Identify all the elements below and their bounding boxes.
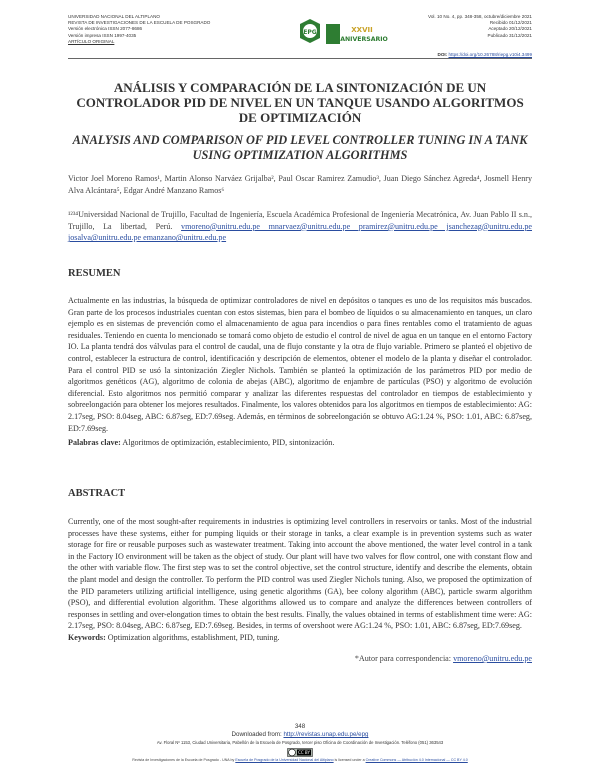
publication-dates: [400, 14, 532, 39]
published-date: Publicado 31/12/2021: [487, 32, 532, 38]
anniversary-logo: [326, 22, 388, 48]
license-line: [10, 758, 590, 762]
cc-license-icon[interactable]: [287, 748, 313, 757]
keywords-label: Keywords:: [68, 633, 106, 642]
page-number: 348: [294, 723, 306, 730]
article-type: ARTÍCULO ORIGINAL: [68, 38, 115, 44]
cc-license-label: CC BY: [298, 750, 310, 755]
abstract-keywords: [68, 632, 532, 644]
header-divider: [68, 58, 532, 59]
license-owner-link[interactable]: Escuela de Posgrado de la Universidad Nacional del Altiplano: [235, 758, 334, 762]
epg-logo-text: EPG: [303, 29, 317, 36]
license-cc-link[interactable]: Creative Commons — Atribución 4.0 Internacional — CC BY 4.0: [365, 758, 468, 762]
anniversary-logo-number: XXVII: [351, 26, 373, 34]
title-spanish: ANÁLISIS Y COMPARACIÓN DE LA SINTONIZACIÓN DE UN CONTROLADOR PID DE NIVEL EN UN TANQUE USANDO ALGORITMOS DE OPTIMIZACIÓN: [76, 80, 524, 126]
resumen-keywords: [68, 437, 532, 449]
affiliation-text: ¹²³⁴Universidad Nacional de Trujillo, Facultad de Ingeniería, Escuela Académica Profesional de Ingeniería Mecatrónica, Av. Juan Pablo II s.n., Trujillo, La libertad, Perú.: [68, 210, 532, 231]
download-label: Downloaded from:: [231, 731, 282, 738]
journal-info: [68, 14, 268, 45]
keywords-text: Algoritmos de optimización, establecimiento, PID, sintonización.: [122, 438, 335, 447]
resumen-heading: RESUMEN: [68, 268, 121, 279]
affiliation: [68, 209, 532, 244]
correspondence-label: *Autor para correspondencia:: [354, 654, 452, 663]
license-prefix: Revista de Investigaciones de la Escuela de Posgrado - UNA by: [132, 758, 235, 762]
accepted-date: Aceptado 20/12/2021: [488, 26, 532, 32]
title-english: ANALYSIS AND COMPARISON OF PID LEVEL CONTROLLER TUNING IN A TANK USING OPTIMIZATION ALGORITHMS: [72, 133, 528, 162]
postal-address: Av. Floral Nº 1153, Ciudad Universitaria, Pabellón de la Escuela de Posgrado, tercer piso Oficina de Coordinación de Investigación. Teléfono (051) 363543: [156, 740, 444, 745]
download-line: [68, 731, 532, 738]
abstract-body: Currently, one of the most sought-after requirements in industries is optimizing level controllers in reservoirs or tanks. Most of the industrial processes have these systems, either for pumping liquids or their storage in tanks, a clear example is in prevention systems such as water storage for fire or reusable purposes such as wastewater treatment. Taking into account the above mentioned, the water level control in a tank in the Factory IO environment will be taken as the object of study. Our plant will have two valves for flow control, one with constant flow and the other with variable flow. The first step was to set the control objective, set the control structure, identify and describe the elements, obtain the plant model and design the controller. To perform the PID control was used Ziegler Nichols tuning. Also, we proposed the optimization of the PID parameters utilizing artificial intelligence, using genetic algorithms (GA), bee colony algorithm (ABC), particle swarm algorithm (PSO), and differential evolution algorithm. These algorithms allowed us to compare and analyze the differences between controllers of responses in settling and over-elongation times to obtain the best results. Finally, the values obtained in terms of establishment time were: AG: 2.17seg, PSO: 8.04seg, ABC: 6.87seg, ED:7.69seg. Besides, in terms of overshoot were AG:1.24 %, PSO: 1.01, ABC: 6.87seg, ED:7.69seg.: [68, 517, 532, 631]
author-emails[interactable]: vmoreno@unitru.edu.pe mnarvaez@unitru.edu.pe pramirez@unitru.edu.pe jsanchezag@unitru.edu.pe josalva@unitru.edu.pe emanzano@unitru.edu.pe: [68, 221, 532, 243]
abstract-heading: ABSTRACT: [68, 488, 126, 499]
received-date: Recibido 01/12/2021: [489, 20, 532, 26]
keywords-text: Optimization algorithms, establishment, PID, tuning.: [107, 633, 280, 642]
anniversary-logo-word: ANIVERSARIO: [340, 36, 388, 43]
doi-link[interactable]: https://doi.org/10.26788/riepg.v10i4.3499: [448, 52, 532, 57]
journal-info-line: Versión impresa ISSN 1997-4035: [68, 32, 137, 38]
resumen-body: Actualmente en las industrias, la búsqueda de optimizar controladores de nivel en depósitos o tanques es uno de los requisitos más buscados. Gran parte de los procesos industriales cuentan con estos sistemas, bien para el bombeo de líquidos o su almacenamiento en tanques, un claro ejemplo es en sistemas de prevención como el almacenamiento de agua para incendios o para fines rentables como el tratamiento de aguas residuales. Teniendo en cuenta lo mencionado se tomará como objeto de estudio el control de nivel de agua en un tanque en el entorno Factory IO. La planta tendrá dos válvulas para el control de caudal, una de flujo constante y la otra de flujo variable. Primero se planteó el objetivo de control, establecer la estructura de control, identificación y descripción de elementos, obtener el modelo de la planta y diseñar el controlador. Para el control PID se usó la sintonización Ziegler Nichols. También se planteó la optimización de los parámetros PID por medio de algoritmos genéticos (AG), algoritmo de colonia de abejas (ABC), algoritmo de enjambre de partículas (PSO) y algoritmo de evolución diferencial. Esto algoritmos nos permitió comparar y analizar las diferentes respuestas del controlador en tiempos de establecimiento y sobreelongación para obtener los mejores resultados. Finalmente, los valores obtenidos para los algoritmos en tiempos de establecimiento: AG: 2.17seg, PSO: 8.04seg, ABC: 6.87seg, ED:7.69seg. Además, en términos de sobreelongación se obtuvo AG:1.24 %, PSO: 1.01, ABC: 6.87seg, ED:7.69seg.: [68, 296, 532, 433]
download-link[interactable]: http://revistas.unap.edu.pe/epg: [283, 731, 369, 738]
journal-info-line: REVISTA DE INVESTIGACIONES DE LA ESCUELA DE POSGRADO: [68, 20, 211, 26]
volume-info: Vol. 10 No. 4, pp. 348-358, octubre/diciembre 2021: [428, 14, 532, 19]
doi-label: DOI:: [437, 52, 448, 57]
journal-info-line: UNIVERSIDAD NACIONAL DEL ALTIPLANO: [68, 14, 160, 19]
journal-info-line: Versión electrónica ISSN 2077-8686: [68, 26, 143, 32]
correspondence-email[interactable]: vmoreno@unitru.edu.pe: [453, 654, 532, 663]
epg-logo: [298, 18, 322, 44]
keywords-label: Palabras clave:: [68, 438, 121, 447]
correspondence: [300, 654, 532, 663]
license-mid: is licensed under a: [334, 758, 365, 762]
author-list: Victor Joel Moreno Ramos¹, Martin Alonso Narváez Grijalba², Paul Oscar Ramirez Zamudio³, Juan Diego Sánchez Agreda⁴, Josmell Henry Alva Alcántara⁵, Edgar André Manzano Ramos⁶: [68, 174, 532, 195]
doi-row: [380, 52, 532, 57]
